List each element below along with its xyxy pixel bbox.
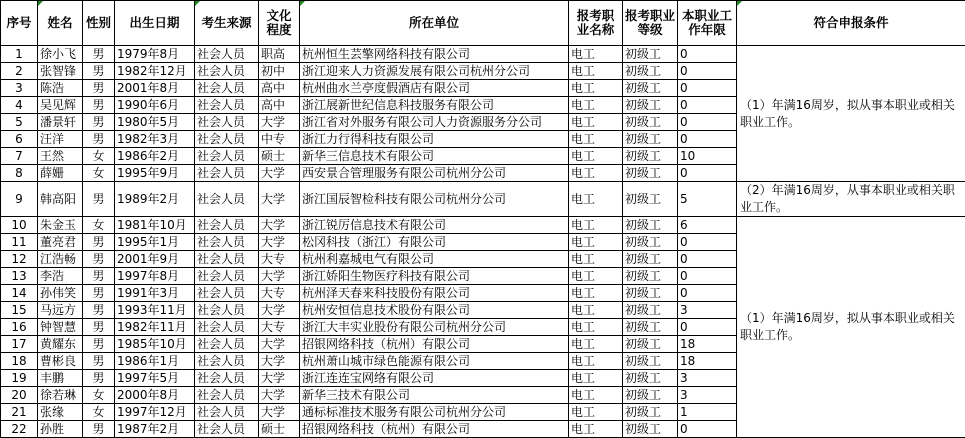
cell-gender: 女 xyxy=(83,387,115,404)
cell-employer: 新华三信息技术有限公司 xyxy=(300,148,569,165)
cell-birth: 2000年8月 xyxy=(115,387,195,404)
cell-occupation: 电工 xyxy=(569,182,623,217)
cell-years: 0 xyxy=(678,165,737,182)
cell-education: 大学 xyxy=(259,268,300,285)
cell-gender: 男 xyxy=(83,46,115,63)
cell-employer: 杭州利嘉城电气有限公司 xyxy=(300,251,569,268)
cell-employer: 招银网络科技（杭州）有限公司 xyxy=(300,421,569,438)
cell-level: 初级工 xyxy=(623,63,678,80)
cell-occupation: 电工 xyxy=(569,268,623,285)
cell-employer: 西安景合管理服务有限公司杭州分公司 xyxy=(300,165,569,182)
cell-name: 黄耀东 xyxy=(38,336,83,353)
cell-gender: 女 xyxy=(83,217,115,234)
cell-education: 大学 xyxy=(259,370,300,387)
cell-education: 大学 xyxy=(259,234,300,251)
cell-level: 初级工 xyxy=(623,182,678,217)
cell-occupation: 电工 xyxy=(569,97,623,114)
header-birth: 出生日期 xyxy=(115,1,195,46)
cell-gender: 男 xyxy=(83,336,115,353)
cell-birth: 1997年5月 xyxy=(115,370,195,387)
cell-source: 社会人员 xyxy=(195,251,259,268)
cell-birth: 1997年12月 xyxy=(115,404,195,421)
cell-seq: 6 xyxy=(1,131,38,148)
cell-source: 社会人员 xyxy=(195,353,259,370)
cell-gender: 男 xyxy=(83,131,115,148)
cell-source: 社会人员 xyxy=(195,165,259,182)
cell-years: 18 xyxy=(678,353,737,370)
cell-employer: 浙江锐厉信息技术有限公司 xyxy=(300,217,569,234)
cell-source: 社会人员 xyxy=(195,217,259,234)
cell-employer: 浙江力行得科技有限公司 xyxy=(300,131,569,148)
cell-seq: 20 xyxy=(1,387,38,404)
cell-level: 初级工 xyxy=(623,251,678,268)
cell-years: 5 xyxy=(678,182,737,217)
cell-gender: 男 xyxy=(83,97,115,114)
cell-birth: 1986年1月 xyxy=(115,353,195,370)
cell-name: 徐若琳 xyxy=(38,387,83,404)
cell-occupation: 电工 xyxy=(569,63,623,80)
cell-name: 江浩畅 xyxy=(38,251,83,268)
cell-years: 0 xyxy=(678,97,737,114)
cell-birth: 2001年8月 xyxy=(115,80,195,97)
cell-employer: 浙江连连宝网络有限公司 xyxy=(300,370,569,387)
cell-seq: 7 xyxy=(1,148,38,165)
cell-birth: 1981年10月 xyxy=(115,217,195,234)
cell-seq: 16 xyxy=(1,319,38,336)
cell-birth: 1995年9月 xyxy=(115,165,195,182)
cell-birth: 1991年3月 xyxy=(115,285,195,302)
cell-seq: 14 xyxy=(1,285,38,302)
cell-education: 硕士 xyxy=(259,421,300,438)
cell-employer: 杭州安恒信息技术股份有限公司 xyxy=(300,302,569,319)
cell-years: 0 xyxy=(678,114,737,131)
cell-education: 大学 xyxy=(259,165,300,182)
cell-gender: 男 xyxy=(83,80,115,97)
cell-years: 0 xyxy=(678,131,737,148)
cell-level: 初级工 xyxy=(623,268,678,285)
cell-birth: 1982年3月 xyxy=(115,131,195,148)
header-employer: 所在单位 xyxy=(300,1,569,46)
cell-seq: 1 xyxy=(1,46,38,63)
cell-gender: 女 xyxy=(83,165,115,182)
cell-birth: 1980年5月 xyxy=(115,114,195,131)
cell-years: 0 xyxy=(678,234,737,251)
cell-employer: 浙江省对外服务有限公司人力资源服务分公司 xyxy=(300,114,569,131)
cell-occupation: 电工 xyxy=(569,302,623,319)
cell-level: 初级工 xyxy=(623,217,678,234)
cell-source: 社会人员 xyxy=(195,404,259,421)
cell-name: 孙伟笑 xyxy=(38,285,83,302)
cell-gender: 男 xyxy=(83,251,115,268)
cell-occupation: 电工 xyxy=(569,217,623,234)
header-row xyxy=(1,1,965,46)
cell-seq: 8 xyxy=(1,165,38,182)
header-seq: 序号 xyxy=(1,1,38,46)
cell-gender: 男 xyxy=(83,302,115,319)
cell-source: 社会人员 xyxy=(195,148,259,165)
cell-level: 初级工 xyxy=(623,302,678,319)
cell-name: 曹彬良 xyxy=(38,353,83,370)
cell-employer: 通标标准技术服务有限公司杭州分公司 xyxy=(300,404,569,421)
table-row xyxy=(1,217,965,234)
cell-source: 社会人员 xyxy=(195,285,259,302)
cell-occupation: 电工 xyxy=(569,251,623,268)
cell-seq: 9 xyxy=(1,182,38,217)
cell-level: 初级工 xyxy=(623,353,678,370)
cell-name: 王然 xyxy=(38,148,83,165)
header-occupation: 报考职业名称 xyxy=(569,1,623,46)
cell-employer: 招银网络科技（杭州）有限公司 xyxy=(300,336,569,353)
cell-education: 大学 xyxy=(259,114,300,131)
cell-seq: 15 xyxy=(1,302,38,319)
cell-level: 初级工 xyxy=(623,370,678,387)
cell-source: 社会人员 xyxy=(195,370,259,387)
cell-name: 董亮君 xyxy=(38,234,83,251)
cell-occupation: 电工 xyxy=(569,319,623,336)
cell-source: 社会人员 xyxy=(195,63,259,80)
cell-years: 10 xyxy=(678,148,737,165)
cell-source: 社会人员 xyxy=(195,131,259,148)
cell-level: 初级工 xyxy=(623,131,678,148)
cell-name: 薛姗 xyxy=(38,165,83,182)
cell-level: 初级工 xyxy=(623,421,678,438)
cell-birth: 1990年6月 xyxy=(115,97,195,114)
cell-seq: 19 xyxy=(1,370,38,387)
cell-occupation: 电工 xyxy=(569,336,623,353)
cell-employer: 浙江展新世纪信息科技服务有限公司 xyxy=(300,97,569,114)
cell-education: 大专 xyxy=(259,251,300,268)
cell-name: 马远方 xyxy=(38,302,83,319)
cell-education: 大学 xyxy=(259,302,300,319)
cell-name: 丰鹏 xyxy=(38,370,83,387)
cell-occupation: 电工 xyxy=(569,404,623,421)
cell-education: 职高 xyxy=(259,46,300,63)
cell-education: 高中 xyxy=(259,97,300,114)
cell-gender: 女 xyxy=(83,404,115,421)
cell-seq: 13 xyxy=(1,268,38,285)
cell-gender: 男 xyxy=(83,353,115,370)
cell-employer: 杭州萧山城市绿色能源有限公司 xyxy=(300,353,569,370)
cell-name: 张缘 xyxy=(38,404,83,421)
cell-seq: 3 xyxy=(1,80,38,97)
cell-years: 18 xyxy=(678,336,737,353)
cell-gender: 男 xyxy=(83,234,115,251)
cell-name: 朱金玉 xyxy=(38,217,83,234)
cell-name: 潘景轩 xyxy=(38,114,83,131)
cell-name: 汪洋 xyxy=(38,131,83,148)
cell-years: 0 xyxy=(678,46,737,63)
cell-education: 大学 xyxy=(259,404,300,421)
cell-source: 社会人员 xyxy=(195,302,259,319)
header-gender: 性别 xyxy=(83,1,115,46)
cell-birth: 1993年11月 xyxy=(115,302,195,319)
cell-source: 社会人员 xyxy=(195,80,259,97)
cell-level: 初级工 xyxy=(623,46,678,63)
cell-education: 大专 xyxy=(259,319,300,336)
cell-seq: 4 xyxy=(1,97,38,114)
cell-employer: 浙江国辰智检科技有限公司杭州分公司 xyxy=(300,182,569,217)
cell-employer: 浙江迎来人力资源发展有限公司杭州分公司 xyxy=(300,63,569,80)
header-level: 报考职业等级 xyxy=(623,1,678,46)
cell-source: 社会人员 xyxy=(195,97,259,114)
cell-occupation: 电工 xyxy=(569,165,623,182)
cell-birth: 1986年2月 xyxy=(115,148,195,165)
cell-occupation: 电工 xyxy=(569,131,623,148)
cell-name: 陈浩 xyxy=(38,80,83,97)
cell-gender: 女 xyxy=(83,148,115,165)
cell-birth: 1987年2月 xyxy=(115,421,195,438)
cell-name: 张智锋 xyxy=(38,63,83,80)
cell-occupation: 电工 xyxy=(569,387,623,404)
cell-employer: 杭州恒生芸擎网络科技有限公司 xyxy=(300,46,569,63)
cell-occupation: 电工 xyxy=(569,353,623,370)
cell-occupation: 电工 xyxy=(569,46,623,63)
cell-employer: 杭州泽天春来科技股份有限公司 xyxy=(300,285,569,302)
cell-birth: 1985年10月 xyxy=(115,336,195,353)
cell-birth: 1982年11月 xyxy=(115,319,195,336)
cell-education: 高中 xyxy=(259,80,300,97)
cell-gender: 男 xyxy=(83,285,115,302)
cell-occupation: 电工 xyxy=(569,114,623,131)
header-name: 姓名 xyxy=(38,1,83,46)
cell-level: 初级工 xyxy=(623,165,678,182)
cell-gender: 男 xyxy=(83,268,115,285)
cell-seq: 12 xyxy=(1,251,38,268)
cell-years: 0 xyxy=(678,63,737,80)
header-source: 考生来源 xyxy=(195,1,259,46)
cell-occupation: 电工 xyxy=(569,285,623,302)
cell-occupation: 电工 xyxy=(569,80,623,97)
cell-level: 初级工 xyxy=(623,80,678,97)
cell-name: 李浩 xyxy=(38,268,83,285)
cell-employer: 浙江娇阳生物医疗科技有限公司 xyxy=(300,268,569,285)
cell-name: 孙胜 xyxy=(38,421,83,438)
cell-level: 初级工 xyxy=(623,336,678,353)
cell-level: 初级工 xyxy=(623,114,678,131)
cell-level: 初级工 xyxy=(623,285,678,302)
cell-level: 初级工 xyxy=(623,387,678,404)
cell-gender: 男 xyxy=(83,370,115,387)
cell-education: 大专 xyxy=(259,285,300,302)
table-row xyxy=(1,46,965,63)
header-years: 本职业工作年限 xyxy=(678,1,737,46)
cell-name: 吴见辉 xyxy=(38,97,83,114)
cell-level: 初级工 xyxy=(623,97,678,114)
cell-birth: 1989年2月 xyxy=(115,182,195,217)
cell-source: 社会人员 xyxy=(195,268,259,285)
cell-source: 社会人员 xyxy=(195,182,259,217)
table-row xyxy=(1,182,965,217)
cell-education: 硕士 xyxy=(259,148,300,165)
cell-name: 韩高阳 xyxy=(38,182,83,217)
cell-education: 中专 xyxy=(259,131,300,148)
cell-seq: 10 xyxy=(1,217,38,234)
cell-gender: 男 xyxy=(83,63,115,80)
cell-source: 社会人员 xyxy=(195,336,259,353)
cell-education: 大学 xyxy=(259,217,300,234)
cell-years: 0 xyxy=(678,251,737,268)
cell-level: 初级工 xyxy=(623,319,678,336)
cell-seq: 2 xyxy=(1,63,38,80)
cell-source: 社会人员 xyxy=(195,319,259,336)
cell-source: 社会人员 xyxy=(195,387,259,404)
cell-gender: 男 xyxy=(83,182,115,217)
cell-occupation: 电工 xyxy=(569,421,623,438)
cell-years: 1 xyxy=(678,404,737,421)
cell-employer: 浙江大丰实业股份有限公司杭州分公司 xyxy=(300,319,569,336)
cell-years: 0 xyxy=(678,319,737,336)
cell-birth: 1997年8月 xyxy=(115,268,195,285)
cell-years: 3 xyxy=(678,302,737,319)
cell-years: 0 xyxy=(678,421,737,438)
cell-source: 社会人员 xyxy=(195,46,259,63)
cell-seq: 11 xyxy=(1,234,38,251)
cell-occupation: 电工 xyxy=(569,148,623,165)
cell-years: 3 xyxy=(678,387,737,404)
cell-seq: 17 xyxy=(1,336,38,353)
cell-education: 大学 xyxy=(259,387,300,404)
cell-source: 社会人员 xyxy=(195,114,259,131)
condition-cell: （2）年满16周岁，从事本职业或相关职业工作。 xyxy=(737,182,965,217)
cell-name: 徐小飞 xyxy=(38,46,83,63)
cell-employer: 新华三技术有限公司 xyxy=(300,387,569,404)
cell-years: 0 xyxy=(678,285,737,302)
header-condition: 符合申报条件 xyxy=(737,1,965,46)
cell-birth: 1979年8月 xyxy=(115,46,195,63)
cell-seq: 21 xyxy=(1,404,38,421)
cell-education: 大学 xyxy=(259,353,300,370)
cell-years: 0 xyxy=(678,80,737,97)
cell-source: 社会人员 xyxy=(195,234,259,251)
cell-source: 社会人员 xyxy=(195,421,259,438)
cell-occupation: 电工 xyxy=(569,234,623,251)
cell-years: 0 xyxy=(678,268,737,285)
cell-years: 6 xyxy=(678,217,737,234)
cell-education: 初中 xyxy=(259,63,300,80)
cell-birth: 1982年12月 xyxy=(115,63,195,80)
cell-birth: 2001年9月 xyxy=(115,251,195,268)
cell-occupation: 电工 xyxy=(569,370,623,387)
condition-cell: （1）年满16周岁，拟从事本职业或相关职业工作。 xyxy=(737,46,965,182)
header-education: 文化程度 xyxy=(259,1,300,46)
cell-level: 初级工 xyxy=(623,148,678,165)
cell-level: 初级工 xyxy=(623,234,678,251)
cell-gender: 男 xyxy=(83,114,115,131)
cell-name: 钟智慧 xyxy=(38,319,83,336)
cell-birth: 1995年1月 xyxy=(115,234,195,251)
cell-education: 大学 xyxy=(259,182,300,217)
cell-seq: 18 xyxy=(1,353,38,370)
cell-years: 3 xyxy=(678,370,737,387)
cell-employer: 松冈科技（浙江）有限公司 xyxy=(300,234,569,251)
cell-seq: 22 xyxy=(1,421,38,438)
cell-gender: 男 xyxy=(83,319,115,336)
cell-seq: 5 xyxy=(1,114,38,131)
cell-gender: 男 xyxy=(83,421,115,438)
cell-level: 初级工 xyxy=(623,404,678,421)
condition-cell: （1）年满16周岁，拟从事本职业或相关职业工作。 xyxy=(737,217,965,438)
cell-education: 大学 xyxy=(259,336,300,353)
cell-employer: 杭州曲水兰亭度假酒店有限公司 xyxy=(300,80,569,97)
